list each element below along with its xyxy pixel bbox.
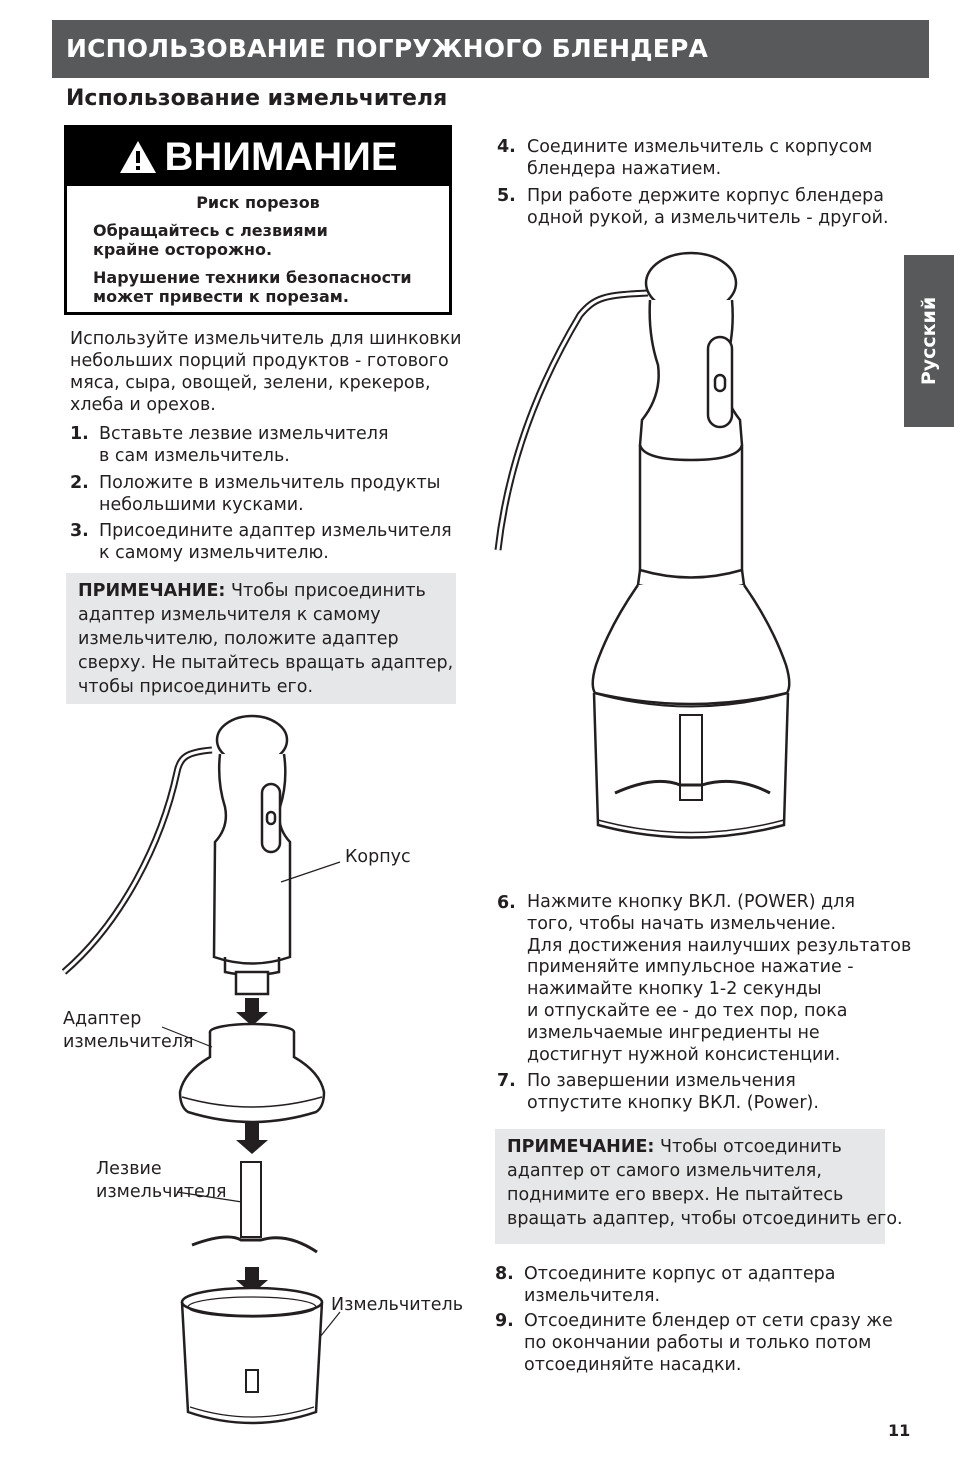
exploded-view-illustration: [62, 712, 402, 1447]
warning-box: [64, 125, 452, 315]
step-line: Соедините измельчитель с корпусом: [527, 137, 873, 157]
step-text: [527, 136, 872, 180]
step-line: достигнут нужной консистенции.: [527, 1044, 841, 1065]
assembled-blender-illustration: [490, 245, 800, 865]
step-text: [527, 892, 911, 1066]
step-line: При работе держите корпус блендера: [527, 186, 884, 206]
step-number: 4.: [497, 137, 516, 157]
step-line: в сам измельчитель.: [99, 446, 290, 466]
label-adapter: [63, 1008, 194, 1054]
note-line: чтобы присоединить его.: [78, 677, 314, 697]
label-body: Корпус: [345, 847, 411, 867]
step-line: применяйте импульсное нажатие -: [527, 957, 854, 978]
warning-header: [67, 128, 449, 186]
warning-title: ВНИМАНИЕ: [164, 135, 398, 179]
warning-line: крайне осторожно.: [93, 240, 273, 259]
step-line: небольшими кусками.: [99, 495, 304, 515]
step-line: Вставьте лезвие измельчителя: [99, 424, 389, 444]
label-blade: [96, 1158, 227, 1204]
note-line: вращать адаптер, чтобы отсоединить его.: [507, 1209, 903, 1229]
step-line: нажимайте кнопку 1-2 секунды: [527, 979, 822, 1000]
page-number: 11: [888, 1421, 911, 1440]
step-number: 3.: [70, 521, 89, 541]
step-number: 5.: [497, 186, 516, 206]
intro-line: хлеба и орехов.: [70, 395, 216, 415]
note-text: Чтобы присоединить: [225, 581, 426, 601]
step-line: Для достижения наилучших результатов: [527, 935, 912, 956]
step-number: 1.: [70, 424, 89, 444]
note-line: сверху. Не пытайтесь вращать адаптер,: [78, 653, 454, 673]
step-text: [527, 1070, 819, 1114]
step-number: 9.: [495, 1311, 514, 1331]
note-box: [495, 1129, 903, 1244]
step-line: Положите в измельчитель продукты: [99, 473, 441, 493]
step-number: 7.: [497, 1071, 516, 1091]
label-line: измельчителя: [96, 1182, 227, 1202]
step-text: [99, 423, 389, 467]
step-text: [99, 520, 452, 564]
step-line: и отпускайте ее - до тех пор, пока: [527, 1000, 848, 1021]
label-line: Лезвие: [96, 1159, 162, 1179]
note-line: адаптер от самого измельчителя,: [507, 1161, 822, 1181]
label-line: Адаптер: [63, 1009, 142, 1029]
step-line: Отсоедините корпус от адаптера: [524, 1264, 836, 1284]
warning-subtitle: Риск порезов: [196, 193, 320, 212]
intro-line: небольших порций продуктов - готового: [70, 351, 449, 371]
intro-line: Используйте измельчитель для шинковки: [70, 329, 462, 349]
warning-line: Обращайтесь с лезвиями: [93, 221, 328, 240]
step-text: [524, 1310, 893, 1376]
step-line: измельчителя.: [524, 1286, 661, 1306]
step-number: 6.: [497, 893, 516, 913]
step-line: к самому измельчителю.: [99, 543, 329, 563]
note-text: Чтобы отсоединить: [654, 1137, 842, 1157]
note-line: измельчителю, положите адаптер: [78, 629, 399, 649]
warning-line: может привести к порезам.: [93, 287, 349, 306]
note-box: [66, 573, 456, 704]
step-line: одной рукой, а измельчитель - другой.: [527, 208, 889, 228]
step-line: того, чтобы начать измельчение.: [527, 913, 837, 934]
step-line: блендера нажатием.: [527, 159, 722, 179]
step-line: по окончании работы и только потом: [524, 1333, 872, 1353]
step-line: измельчаемые ингредиенты не: [527, 1022, 820, 1043]
step-text: [99, 472, 440, 516]
step-line: Отсоедините блендер от сети сразу же: [524, 1311, 893, 1331]
warning-triangle-icon: [118, 139, 158, 175]
language-tab-label: Русский: [918, 296, 940, 386]
note-line: поднимите его вверх. Не пытайтесь: [507, 1185, 844, 1205]
intro-line: мяса, сыра, овощей, зелени, крекеров,: [70, 373, 431, 393]
step-line: По завершении измельчения: [527, 1071, 796, 1091]
intro-paragraph: [70, 328, 462, 416]
step-line: Присоедините адаптер измельчителя: [99, 521, 452, 541]
step-line: отпустите кнопку ВКЛ. (Power).: [527, 1093, 819, 1113]
step-line: Нажмите кнопку ВКЛ. (POWER) для: [527, 892, 855, 912]
step-line: отсоединяйте насадки.: [524, 1355, 742, 1375]
language-tab: [904, 255, 954, 427]
section-title: Использование измельчителя: [66, 86, 448, 111]
note-line: адаптер измельчителя к самому: [78, 605, 381, 625]
step-text: [524, 1263, 836, 1307]
page-header: ИСПОЛЬЗОВАНИЕ ПОГРУЖНОГО БЛЕНДЕРА: [52, 20, 929, 78]
step-number: 8.: [495, 1264, 514, 1284]
step-text: [527, 185, 889, 229]
warning-line: Нарушение техники безопасности: [93, 268, 412, 287]
note-label: ПРИМЕЧАНИЕ:: [507, 1137, 655, 1157]
label-line: измельчителя: [63, 1032, 194, 1052]
step-number: 2.: [70, 473, 89, 493]
note-label: ПРИМЕЧАНИЕ:: [78, 581, 226, 601]
label-chopper: Измельчитель: [331, 1295, 464, 1315]
